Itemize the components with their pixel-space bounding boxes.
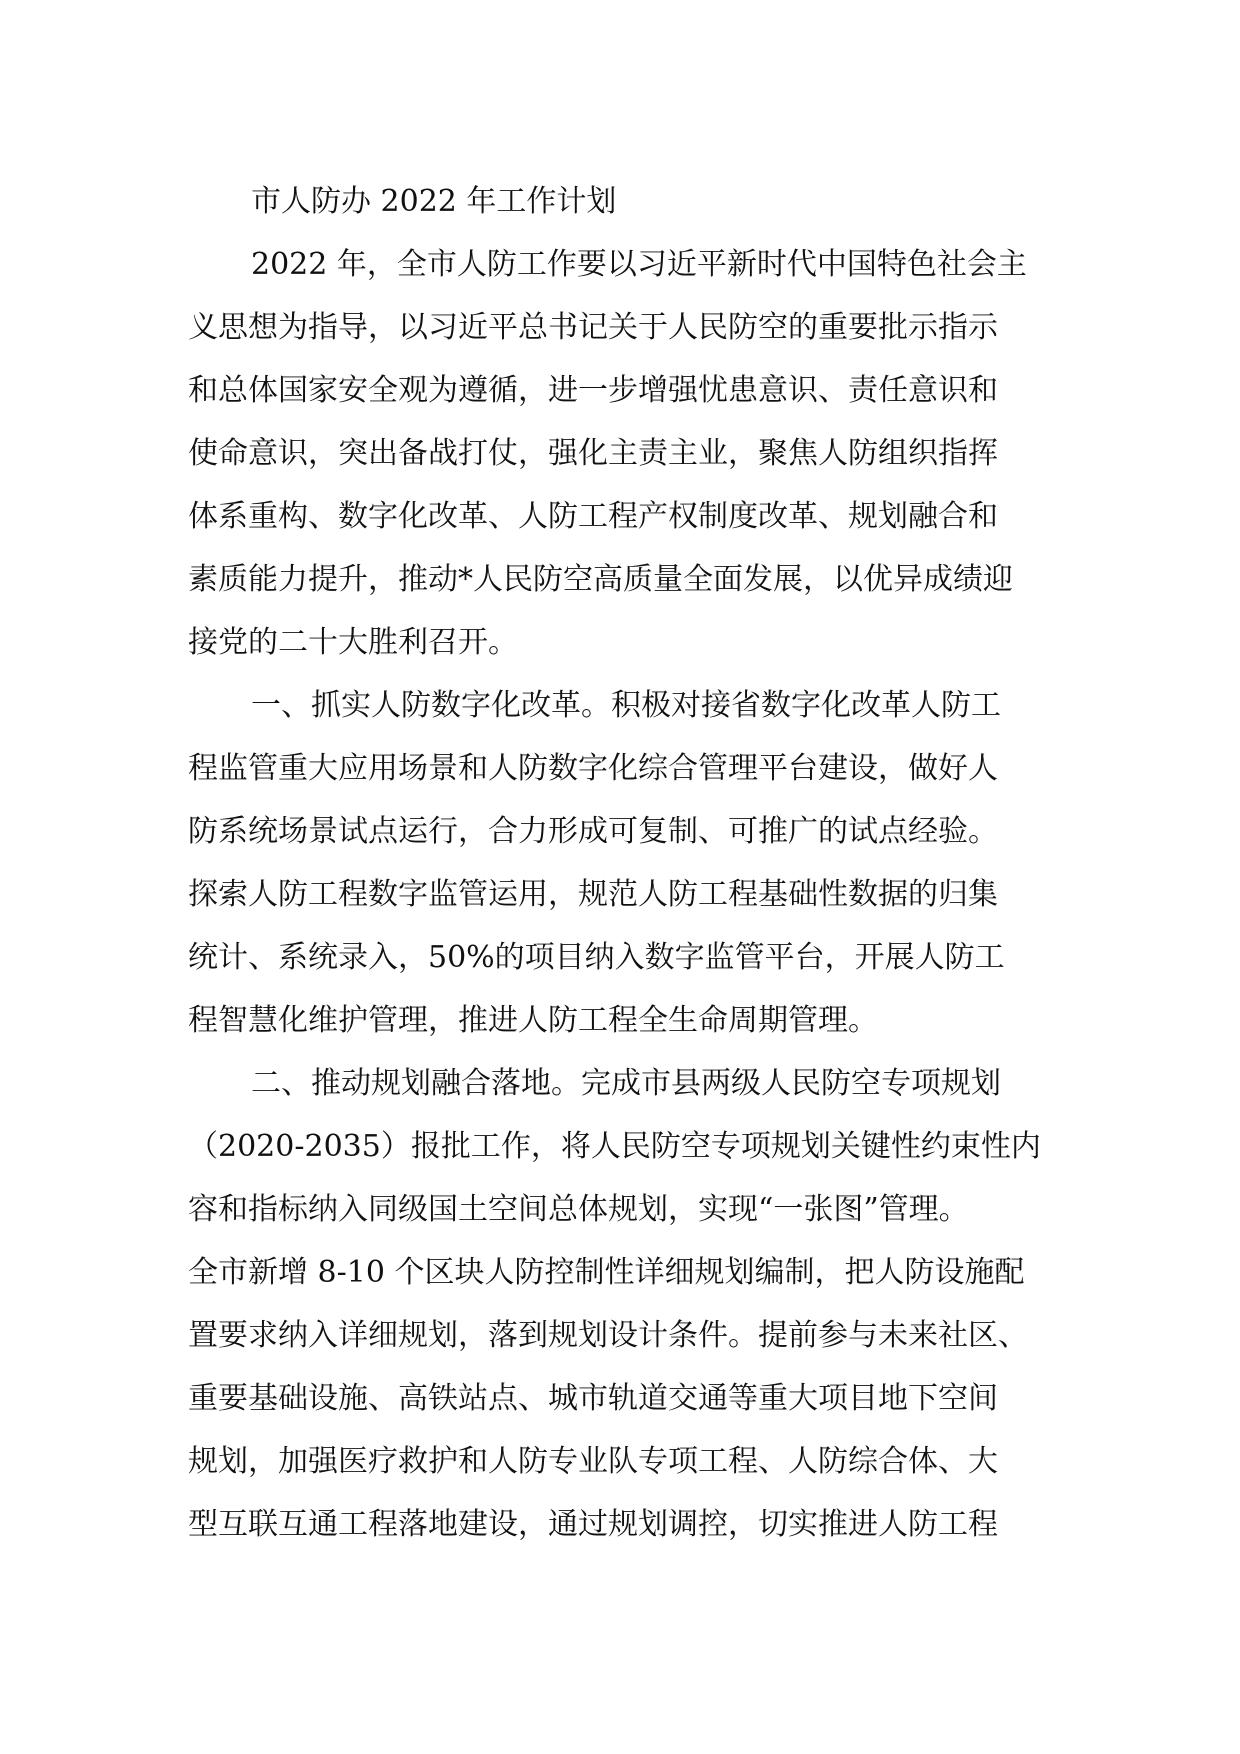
- paragraph-line: 统计、系统录入，50%的项目纳入数字监管平台，开展人防工: [188, 940, 1005, 975]
- paragraph-line: 防系统场景试点运行，合力形成可复制、可推广的试点经验。: [188, 814, 998, 849]
- paragraph-line: 2022 年，全市人防工作要以习近平新时代中国特色社会主: [251, 247, 1027, 282]
- paragraph-line: 接党的二十大胜利召开。: [188, 625, 518, 660]
- paragraph-line: 全市新增 8-10 个区块人防控制性详细规划编制，把人防设施配: [188, 1255, 1025, 1290]
- document-title: 市人防办 2022 年工作计划: [251, 184, 617, 219]
- paragraph-line: 和总体国家安全观为遵循，进一步增强忧患意识、责任意识和: [188, 373, 998, 408]
- paragraph-line: （2020-2035）报批工作，将人民防空专项规划关键性约束性内: [188, 1129, 1041, 1164]
- paragraph-line: 探索人防工程数字监管运用，规范人防工程基础性数据的归集: [188, 877, 998, 912]
- paragraph-line: 使命意识，突出备战打仗，强化主责主业，聚焦人防组织指挥: [188, 436, 998, 471]
- paragraph-line: 义思想为指导，以习近平总书记关于人民防空的重要批示指示: [188, 310, 998, 345]
- paragraph-line: 重要基础设施、高铁站点、城市轨道交通等重大项目地下空间: [188, 1381, 998, 1416]
- paragraph-line: 容和指标纳入同级国土空间总体规划，实现“一张图”管理。: [188, 1192, 969, 1227]
- paragraph-line: 程监管重大应用场景和人防数字化综合管理平台建设，做好人: [188, 751, 998, 786]
- section-heading-line: 一、抓实人防数字化改革。积极对接省数字化改革人防工: [251, 688, 1001, 723]
- paragraph-line: 置要求纳入详细规划，落到规划设计条件。提前参与未来社区、: [188, 1318, 1028, 1353]
- paragraph-line: 体系重构、数字化改革、人防工程产权制度改革、规划融合和: [188, 499, 998, 534]
- paragraph-line: 规划，加强医疗救护和人防专业队专项工程、人防综合体、大: [188, 1444, 998, 1479]
- paragraph-line: 程智慧化维护管理，推进人防工程全生命周期管理。: [188, 1003, 878, 1038]
- paragraph-line: 型互联互通工程落地建设，通过规划调控，切实推进人防工程: [188, 1507, 998, 1542]
- paragraph-line: 素质能力提升，推动*人民防空高质量全面发展，以优异成绩迎: [188, 562, 1013, 597]
- section-heading-line: 二、推动规划融合落地。完成市县两级人民防空专项规划: [251, 1066, 1001, 1101]
